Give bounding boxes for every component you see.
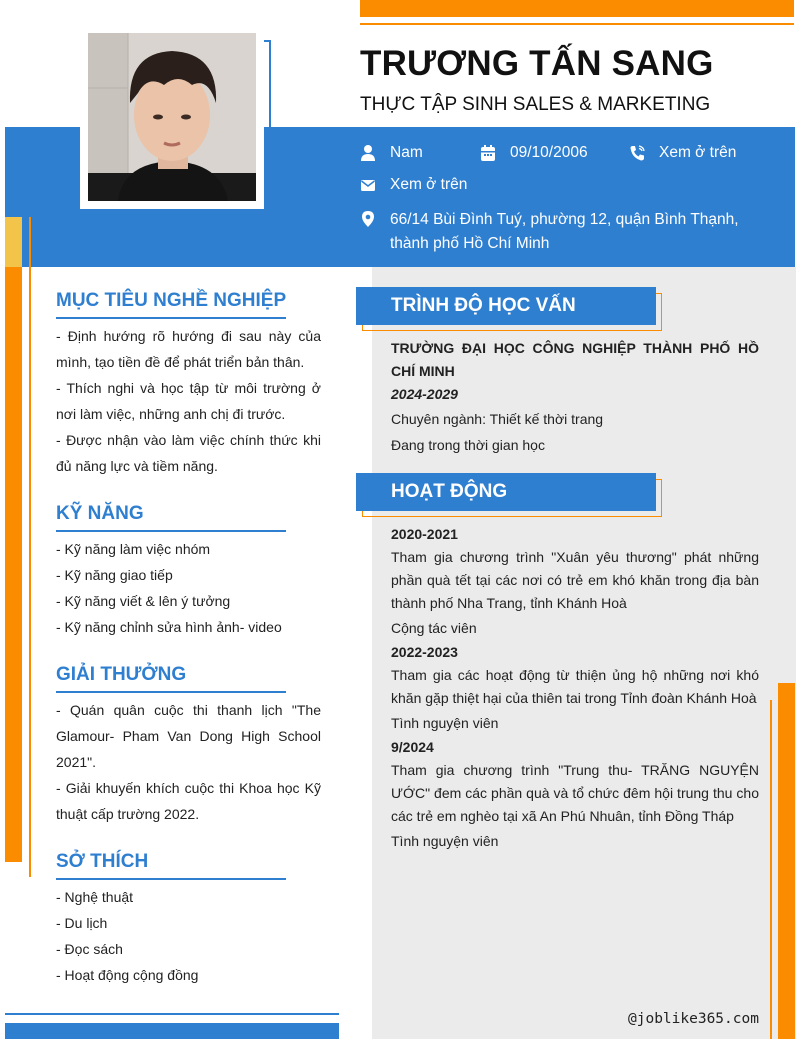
right-accent-bar	[778, 683, 795, 1039]
location-pin-icon	[360, 210, 376, 228]
objective-body	[56, 323, 321, 479]
activity-period: 9/2024	[391, 739, 434, 755]
awards-title: GIẢI THƯỞNG	[56, 664, 187, 685]
email-icon	[360, 176, 376, 194]
phone-value: Xem ở trên	[659, 144, 737, 161]
skills-body	[56, 536, 321, 640]
awards-body	[56, 697, 321, 827]
hobbies-section	[56, 851, 321, 988]
address-info	[360, 208, 760, 256]
candidate-name: TRƯƠNG TẤN SANG	[360, 44, 714, 83]
hobbies-title-underline	[56, 878, 286, 880]
dob-value: 09/10/2006	[510, 144, 588, 161]
hobby-item: - Du lịch	[56, 915, 108, 931]
activity-role: Tình nguyện viên	[391, 833, 499, 849]
activity-description: Tham gia các hoạt động từ thiện ủng hộ những nơi khó khăn gặp thiệt hại của thiên tai trong Tỉnh đoàn Khánh Hoà	[391, 667, 759, 706]
bottom-accent-bar	[5, 1023, 339, 1039]
user-icon	[360, 144, 376, 162]
objective-item: - Định hướng rõ hướng đi sau này của mình, tạo tiền đề để phát triển bản thân.	[56, 328, 321, 370]
objective-item: - Thích nghi và học tập từ môi trường ở nơi làm việc, những anh chị đi trước.	[56, 380, 321, 422]
hobby-item: - Đọc sách	[56, 941, 123, 957]
activity-description: Tham gia chương trình "Xuân yêu thương" phát những phần quà tết tại các nơi có trẻ em khó khăn trong địa bàn thành phố Nha Trang, tỉnh Khánh Hoà	[391, 549, 759, 611]
hobbies-body	[56, 884, 321, 988]
bottom-accent-line	[5, 1013, 339, 1015]
address-line-2: thành phố Hồ Chí Minh	[390, 235, 550, 252]
phone-info	[629, 144, 736, 162]
skill-item: - Kỹ năng giao tiếp	[56, 567, 173, 583]
activity-period: 2022-2023	[391, 644, 458, 660]
profile-photo	[88, 33, 256, 201]
skill-item: - Kỹ năng viết & lên ý tưởng	[56, 593, 231, 609]
skills-section	[56, 503, 321, 640]
objective-item: - Được nhận vào làm việc chính thức khi đủ năng lực và tiềm năng.	[56, 432, 321, 474]
education-years: 2024-2029	[391, 386, 458, 402]
objective-title: MỤC TIÊU NGHỀ NGHIỆP	[56, 290, 287, 311]
email-info	[360, 176, 467, 194]
email-value: Xem ở trên	[390, 176, 468, 193]
award-item: - Giải khuyến khích cuộc thi Khoa học Kỹ thuật cấp trường 2022.	[56, 780, 321, 822]
objective-section	[56, 290, 321, 479]
phone-icon	[629, 144, 645, 162]
gender-info	[360, 144, 423, 162]
education-status: Đang trong thời gian học	[391, 437, 545, 453]
hobby-item: - Nghệ thuật	[56, 889, 134, 905]
top-accent-bar	[360, 0, 794, 17]
education-title: TRÌNH ĐỘ HỌC VẤN	[356, 287, 656, 325]
education-major: Chuyên ngành: Thiết kế thời trang	[391, 411, 604, 427]
awards-section	[56, 664, 321, 827]
education-block	[391, 337, 759, 458]
skills-title-underline	[56, 530, 286, 532]
footer-watermark: @joblike365.com	[628, 1011, 759, 1027]
awards-title-underline	[56, 691, 286, 693]
hobby-item: - Hoạt động cộng đồng	[56, 967, 199, 983]
left-accent-bar	[5, 267, 22, 862]
skill-item: - Kỹ năng chỉnh sửa hình ảnh- video	[56, 619, 282, 635]
activity-period: 2020-2021	[391, 526, 458, 542]
activities-block	[391, 523, 759, 854]
activity-description: Tham gia chương trình "Trung thu- TRĂNG NGUYỆN ƯỚC" đem các phần quà và tổ chức đêm hội trung thu cho các trẻ em nghèo tại xã An Phú Nhuân, tỉnh Đồng Tháp	[391, 762, 759, 824]
top-accent-line	[360, 23, 794, 25]
address-line-1: 66/14 Bùi Đình Tuý, phường 12, quận Bình Thạnh,	[390, 211, 739, 228]
gender-value: Nam	[390, 144, 423, 161]
job-title: THỰC TẬP SINH SALES & MARKETING	[360, 94, 711, 115]
activities-title: HOẠT ĐỘNG	[356, 473, 656, 511]
left-accent-yellow	[5, 217, 22, 267]
objective-title-underline	[56, 317, 286, 319]
calendar-icon	[480, 144, 496, 162]
activity-role: Tình nguyện viên	[391, 715, 499, 731]
address-value	[390, 208, 739, 256]
activity-role: Cộng tác viên	[391, 620, 477, 636]
skill-item: - Kỹ năng làm việc nhóm	[56, 541, 211, 557]
right-accent-line	[770, 700, 772, 1039]
left-accent-line	[29, 217, 31, 877]
hobbies-title: SỞ THÍCH	[56, 851, 149, 872]
profile-photo-frame	[80, 25, 264, 209]
dob-info	[480, 144, 588, 162]
school-name: TRƯỜNG ĐẠI HỌC CÔNG NGHIỆP THÀNH PHỐ HỒ CHÍ MINH	[391, 340, 759, 379]
award-item: - Quán quân cuộc thi thanh lịch "The Glamour- Pham Van Dong High School 2021".	[56, 702, 321, 770]
skills-title: KỸ NĂNG	[56, 503, 144, 524]
